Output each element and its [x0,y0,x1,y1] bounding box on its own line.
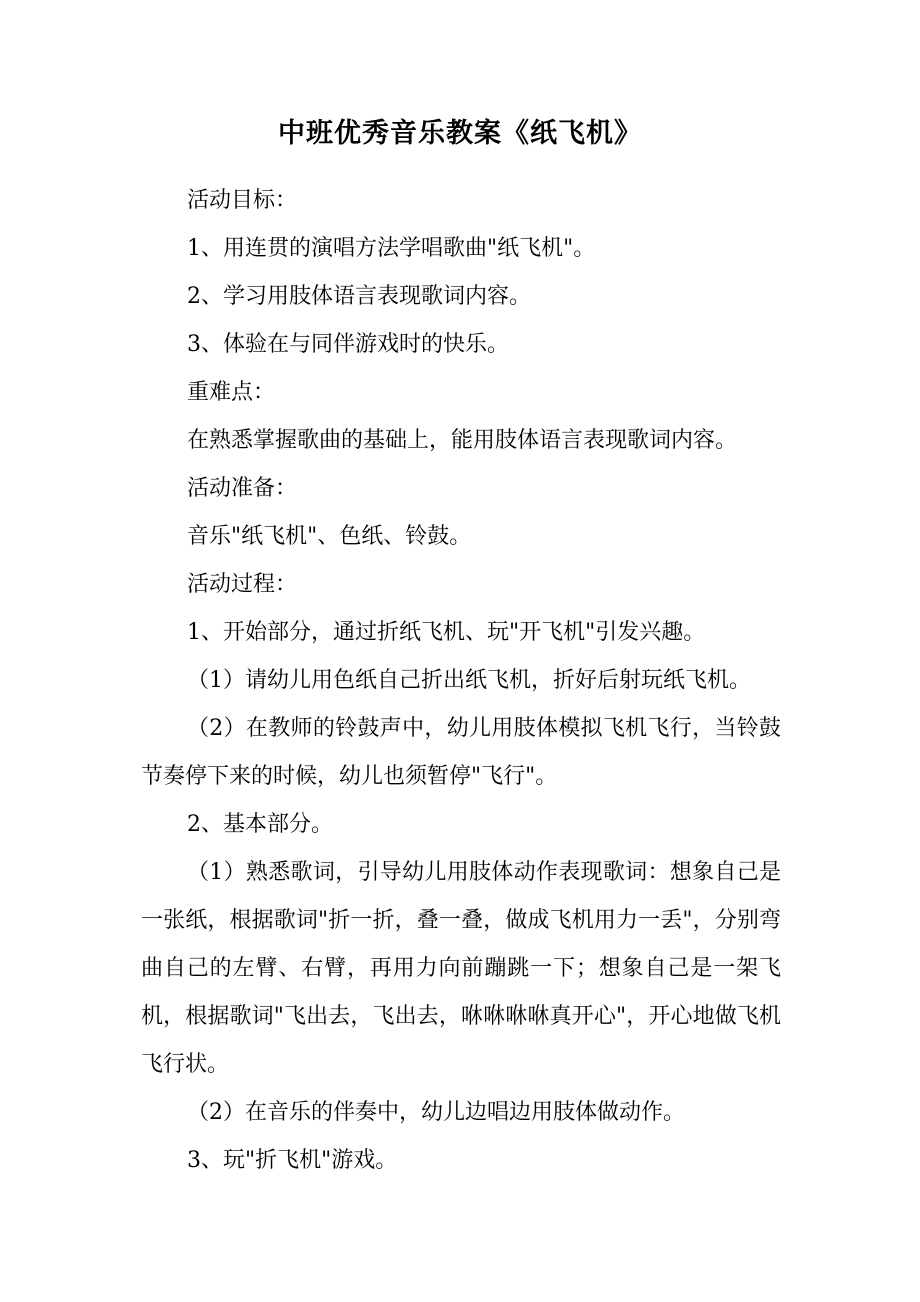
paragraph-step-2: 2、基本部分。 [187,812,333,837]
paragraph-step-1-sub-1: （1）请幼儿用色纸自己折出纸飞机，折好后射玩纸飞机。 [187,668,751,693]
paragraph-preparation: 音乐"纸飞机"、色纸、铃鼓。 [187,524,472,549]
paragraph-step-1-sub-2: （2）在教师的铃鼓声中，幼儿用肢体模拟飞机飞行，当铃鼓节奏停下来的时候，幼儿也须暂停"飞行"。 [141,716,781,789]
paragraph-goal-2: 2、学习用肢体语言表现歌词内容。 [187,284,531,309]
document-title: 中班优秀音乐教案《纸飞机》 [278,118,642,149]
paragraph-step-2-sub-1: （1）熟悉歌词，引导幼儿用肢体动作表现歌词：想象自己是一张纸，根据歌词"折一折，叠一叠，做成飞机用力一丢"，分别弯曲自己的左臂、右臂，再用力向前蹦跳一下；想象自己是一架飞机，根据歌词"飞出去，飞出去，咻咻咻咻真开心"，开心地做飞机飞行状。 [141,860,781,1077]
paragraph-goal-1: 1、用连贯的演唱方法学唱歌曲"纸飞机"。 [187,236,596,261]
paragraph-process-heading: 活动过程： [187,572,298,597]
paragraph-key-points-heading: 重难点： [187,380,276,405]
paragraph-activity-goals-heading: 活动目标： [187,188,298,213]
document-body [141,177,781,1185]
paragraph-step-1: 1、开始部分，通过折纸飞机、玩"开飞机"引发兴趣。 [187,620,706,645]
paragraph-preparation-heading: 活动准备： [187,476,298,501]
paragraph-goal-3: 3、体验在与同伴游戏时的快乐。 [187,332,509,357]
paragraph-key-points: 在熟悉掌握歌曲的基础上，能用肢体语言表现歌词内容。 [187,428,738,453]
paragraph-step-3: 3、玩"折飞机"游戏。 [187,1148,398,1173]
paragraph-step-2-sub-2: （2）在音乐的伴奏中，幼儿边唱边用肢体做动作。 [187,1100,685,1125]
